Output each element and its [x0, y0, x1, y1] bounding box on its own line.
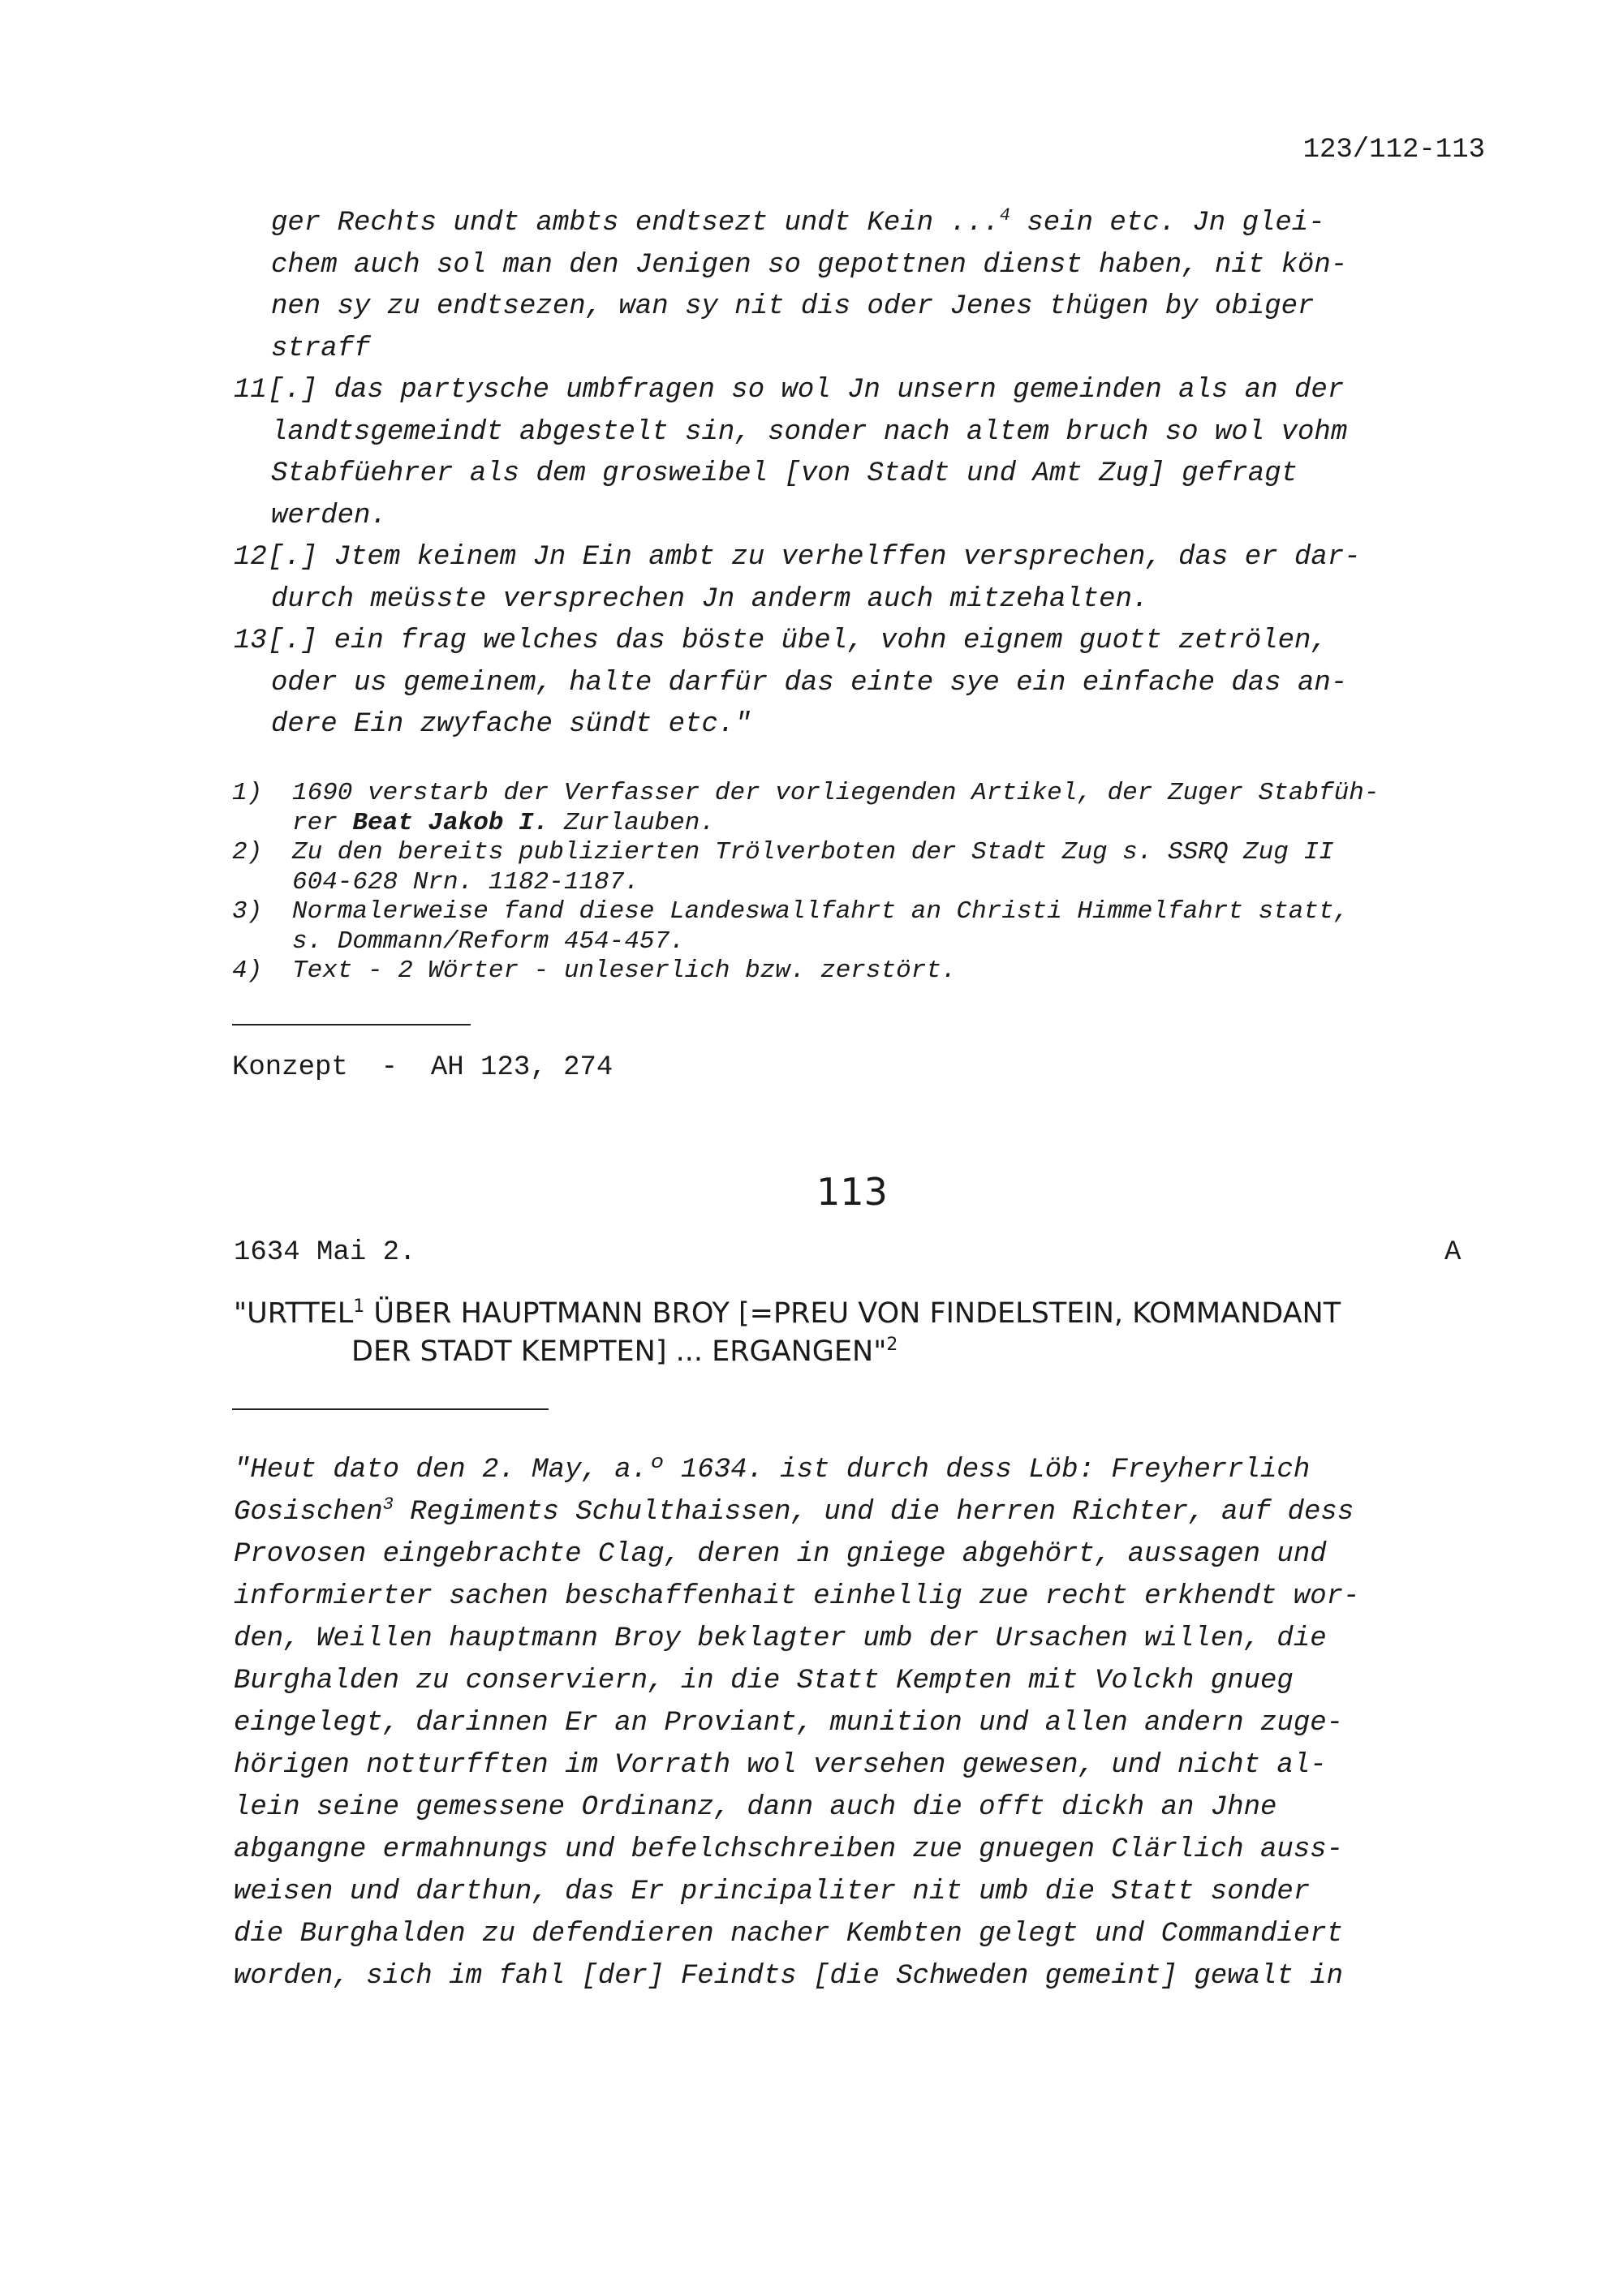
text-line: s. Dommann/Reform 454-457. [292, 927, 685, 956]
text-line: [.] Jtem keinem Jn Ein ambt zu verhelffen versprechen, das er dar- [268, 542, 1361, 573]
text-line: werden. [271, 500, 387, 531]
text-line: dere Ein zwyfache sündt etc." [271, 709, 751, 740]
footnote-label: 2) [232, 838, 263, 866]
text-line: worden, sich im fahl [der] Feindts [die Schweden gemeint] gewalt in [234, 1961, 1344, 1992]
footnote-ref: 2 [886, 1335, 898, 1355]
title-line [234, 1295, 1500, 1333]
continuation-text [271, 203, 1488, 370]
footnote-label: 4) [232, 957, 263, 985]
footnote-label: 1) [232, 779, 263, 807]
footnote-2 [232, 838, 1498, 897]
article-number: 11 [234, 375, 267, 406]
article-13 [234, 621, 1492, 746]
article-number: 12 [234, 542, 267, 573]
document-letter: A [1444, 1237, 1462, 1268]
text-segment: rer [292, 808, 353, 837]
text-line: oder us gemeinem, halte darfür das einte sye ein einfache das an- [271, 667, 1348, 699]
text-line: informierter sachen beschaffenhait einhellig zue recht erkhendt wor- [234, 1581, 1360, 1612]
divider [232, 1024, 471, 1025]
text-line: den, Weillen hauptmann Broy beklagter umb der Ursachen willen, die [234, 1623, 1327, 1654]
text-line: lein seine gemessene Ordinanz, dann auch die offt dickh an Jhne [234, 1792, 1277, 1823]
text-line: straff [271, 333, 371, 364]
text-line: Text - 2 Wörter - unleserlich bzw. zerstört. [292, 957, 957, 985]
text-line: Normalerweise fand diese Landeswallfahrt an Christi Himmelfahrt statt, [292, 897, 1350, 926]
text-line: "Heut dato den 2. May, a.º 1634. ist durch dess Löb: Freyherrlich [234, 1455, 1311, 1486]
text-line: 604-628 Nrn. 1182-1187. [292, 867, 639, 896]
page-number: 123/112-113 [1302, 135, 1485, 166]
footnote-ref: 3 [382, 1494, 394, 1515]
text-line: abgangne ermahnungs und befelchschreiben zue gnuegen Clärlich auss- [234, 1834, 1344, 1865]
footnote-ref: 4 [999, 205, 1010, 226]
text-line [271, 203, 1488, 245]
text-segment: ÜBER HAUPTMANN BROY [=PREU VON FINDELSTEIN, KOMMANDANT [364, 1297, 1341, 1330]
article-number: 13 [234, 626, 267, 656]
person-name: Beat Jakob I. [352, 808, 549, 837]
text-line: 1690 verstarb der Verfasser der vorliegenden Artikel, der Zuger Stabfüh- [292, 779, 1380, 807]
text-segment: Gosischen [234, 1497, 383, 1528]
text-line: chem auch sol man den Jenigen so gepottnen dienst haben, nit kön- [271, 249, 1348, 281]
footnote-ref: 1 [353, 1296, 365, 1317]
text-line: landtsgemeindt abgestelt sin, sonder nach altem bruch so wol vohm [271, 416, 1348, 448]
document-title [234, 1295, 1500, 1371]
text-segment: "URTTEL [234, 1297, 354, 1330]
text-line: hörigen notturfften im Vorrath wol versehen gewesen, und nicht al- [234, 1750, 1327, 1781]
document-body [234, 1449, 1500, 1997]
text-line: Burghalden zu conserviern, in die Statt Kempten mit Volckh gnueg [234, 1666, 1294, 1696]
text-line: [.] das partysche umbfragen so wol Jn unsern gemeinden als an der [268, 375, 1345, 406]
text-line: durch meüsste versprechen Jn anderm auch mitzehalten. [271, 583, 1149, 615]
text-segment: Regiments Schulthaissen, und die herren Richter, auf dess [393, 1497, 1354, 1528]
article-list [234, 370, 1492, 746]
text-segment: DER STADT KEMPTEN] ... ERGANGEN" [351, 1335, 887, 1368]
footnote-label: 3) [232, 897, 263, 926]
text-line: nen sy zu endtsezen, wan sy nit dis oder Jenes thügen by obiger [271, 291, 1315, 322]
article-11 [234, 370, 1492, 537]
text-line: [.] ein frag welches das böste übel, vohn eignem guott zetrölen, [268, 626, 1328, 656]
text-segment: Zurlauben. [549, 808, 715, 837]
text-line: die Burghalden zu defendieren nacher Kembten gelegt und Commandiert [234, 1919, 1344, 1950]
text-segment: sein etc. Jn glei- [1010, 208, 1325, 239]
text-line: Zu den bereits publizierten Trölverboten der Stadt Zug s. SSRQ Zug II [292, 838, 1334, 866]
document-date: 1634 Mai 2. [234, 1237, 416, 1268]
footnote-list [232, 779, 1498, 987]
text-line: weisen und darthun, das Er principaliter nit umb die Statt sonder [234, 1877, 1311, 1907]
footnote-3 [232, 897, 1498, 957]
text-line: Provosen eingebrachte Clag, deren in gniege abgehört, aussagen und [234, 1539, 1327, 1570]
article-12 [234, 537, 1492, 621]
title-line [234, 1333, 1500, 1371]
text-segment: ger Rechts undt ambts endtsezt undt Kein ... [271, 208, 1000, 239]
source-reference: Konzept - AH 123, 274 [232, 1052, 613, 1083]
text-line [292, 809, 1498, 839]
footnote-4 [232, 957, 1498, 987]
divider [232, 1408, 549, 1410]
text-line [234, 1491, 1500, 1533]
text-line: eingelegt, darinnen Er an Proviant, munition und allen andern zuge- [234, 1708, 1344, 1739]
footnote-1 [232, 779, 1498, 838]
text-line: Stabfüehrer als dem grosweibel [von Stadt und Amt Zug] gefragt [271, 458, 1298, 489]
document-number: 113 [816, 1170, 888, 1214]
